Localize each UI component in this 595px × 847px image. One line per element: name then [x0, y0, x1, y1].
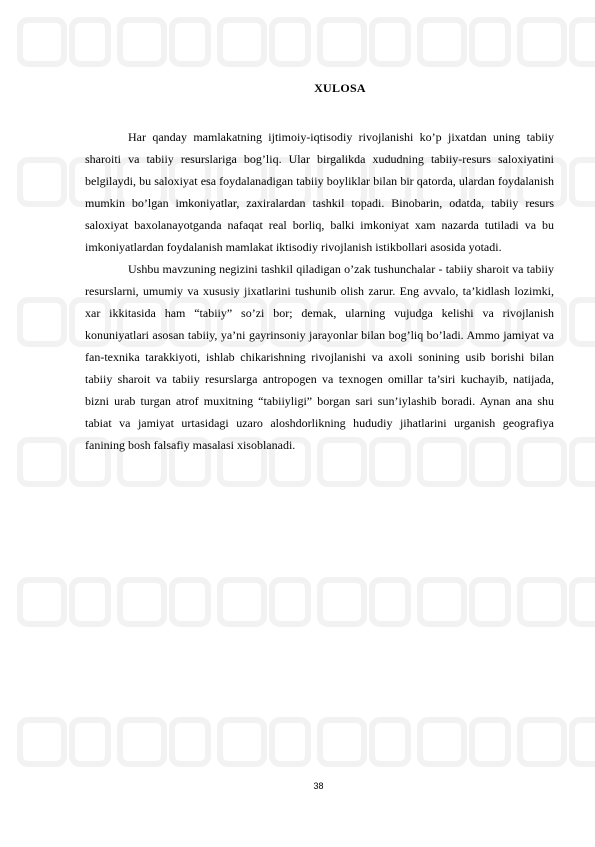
watermark-mark — [120, 20, 208, 64]
watermark-mark — [320, 580, 408, 624]
watermark-mark — [420, 720, 508, 764]
watermark-mark — [320, 20, 408, 64]
watermark-mark — [220, 580, 308, 624]
page-title: XULOSA — [314, 81, 366, 95]
watermark-mark — [120, 720, 208, 764]
watermark-mark — [20, 580, 108, 624]
watermark-mark — [520, 20, 595, 64]
paragraph-1: Har qanday mamlakatning ijtimoiy-iqtisodiy rivojlanishi ko’p jixatdan uning tabiiy sharoiti va tabiiy resurslariga bog’liq. Ular birgalikda xududning tabiiy-resurs saloxiyatini belgilaydi, bu saloxiyat esa foydalanadigan tabiiy boyliklar bilan bir qatorda, ulardan foydalanish mumkin bo’lgan imkoniyatlar, zaxiralardan tashkil topadi. Binobarin, odatda, tabiiy resurs saloxiyat baxolanayotganda nafaqat real borliq, balki imkoniyat xam nazarda tutiladi va bu imkoniyatlardan foydalanish mamlakat iktisodiy rivojlanish istikbollari asosida yotadi. — [85, 130, 554, 254]
watermark-mark — [320, 720, 408, 764]
watermark-mark — [20, 720, 108, 764]
paragraph-2: Ushbu mavzuning negizini tashkil qiladigan o’zak tushunchalar - tabiiy sharoit va tabiiy resurslarni, umumiy va xususiy jixatlarini tushunib olish zarur. Eng avvalo, ta’kidlash lozimki, xar ikkitasida ham “tabiiy” so’zi bor; demak, ularning vujudga kelishi va rivojlanish konuniyatlari asosan tabiiy, ya’ni gayrinsoniy jarayonlar bilan bog’liq bo’ladi. Ammo jamiyat va fan-texnika tarakkiyoti, ishlab chikarishning rivojlanishi va axoli sonining usib borishi bilan tabiiy sharoit va tabiiy resurslarga antropogen va texnogen omillar ta’siri kuchayib, natijada, bizni urab turgan atrof muxitning “tabiiyligi” borgan sari sun’iylashib boradi. Aynan ana shu tabiat va jamiyat urtasidagi uzaro aloshdorlikning hududiy jihatlarini urganish geografiya fanining bosh falsafiy masalasi xisoblanadi. — [85, 262, 554, 452]
watermark-mark — [420, 580, 508, 624]
watermark-mark — [20, 20, 108, 64]
page-number: 38 — [313, 781, 324, 791]
watermark-mark — [220, 720, 308, 764]
watermark-mark — [520, 720, 595, 764]
watermark-mark — [420, 20, 508, 64]
watermark-mark — [520, 580, 595, 624]
watermark-mark — [220, 20, 308, 64]
watermark-mark — [120, 580, 208, 624]
body-text — [85, 126, 554, 456]
